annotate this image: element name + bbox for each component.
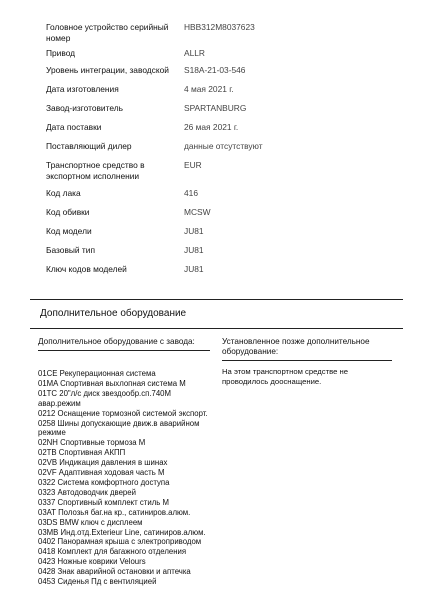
list-item: 02VB Индикация давления в шинах (38, 458, 168, 468)
spec-value: MCSW (184, 207, 211, 217)
list-item: 0453 Сиденья Пд с вентиляцией (38, 577, 157, 587)
spec-row-integration-level (46, 65, 406, 84)
spec-label: Привод (46, 48, 76, 58)
spec-row-export-version (46, 160, 406, 188)
list-item: 0402 Панорамная крыша с электроприводом (38, 537, 202, 547)
retrofit-equipment-heading: Установленное позже дополнительное оборудование: (222, 337, 392, 361)
list-item: 0258 Шины допускающие движ.в аварийном режиме (38, 418, 200, 438)
spec-label: Дата поставки (46, 122, 102, 132)
spec-row-plant (46, 103, 406, 122)
spec-row-dealer (46, 141, 406, 160)
section-divider (30, 299, 403, 300)
spec-row-drive (46, 48, 406, 65)
list-item: 0323 Автодоводчик дверей (38, 487, 136, 497)
list-item: 0322 Система комфортного доступа (38, 477, 170, 487)
spec-row-head-unit-serial (46, 22, 406, 48)
spec-value: JU81 (184, 226, 204, 236)
spec-value: EUR (184, 160, 202, 170)
list-item: 0423 Ножные коврики Velours (38, 557, 146, 567)
spec-label: Базовый тип (46, 245, 95, 255)
equipment-section-title: Дополнительное оборудование (40, 308, 187, 319)
spec-label: Поставляющий дилер (46, 141, 132, 151)
spec-value: JU81 (184, 245, 204, 255)
spec-label: Транспортное средство в экспортном исполнении (46, 160, 145, 181)
spec-value: SPARTANBURG (184, 103, 247, 113)
spec-value: ALLR (184, 48, 205, 58)
retrofit-equipment-column (222, 337, 392, 387)
spec-row-paint-code (46, 188, 406, 207)
factory-equipment-heading: Дополнительное оборудование с завода: (38, 337, 210, 351)
spec-label: Дата изготовления (46, 84, 119, 94)
list-item: 03MB Инд.отд.Exterieur Line, сатиниров.алюм. (38, 527, 206, 537)
spec-row-model-key (46, 264, 406, 283)
list-item: 02TB Спортивная АКПП (38, 448, 126, 458)
spec-row-base-type (46, 245, 406, 264)
spec-row-upholstery-code (46, 207, 406, 226)
list-item: 0418 Комплект для багажного отделения (38, 547, 187, 557)
list-item: 01CE Рекуперационная система (38, 369, 156, 378)
spec-value: 416 (184, 188, 198, 198)
list-item: 01TC 20"л/с диск звездообр.сп.740M авар.режим (38, 388, 172, 408)
spec-value: 26 мая 2021 г. (184, 122, 239, 132)
spec-value: HBB312M8037623 (184, 22, 255, 32)
spec-label: Ключ кодов моделей (46, 264, 127, 274)
spec-value: JU81 (184, 264, 204, 274)
spec-label: Головное устройство серийный номер (46, 22, 169, 43)
factory-equipment-list (38, 369, 210, 587)
list-item: 02NH Спортивные тормоза M (38, 438, 146, 448)
spec-label: Завод-изготовитель (46, 103, 123, 113)
spec-row-model-code (46, 226, 406, 245)
spec-row-delivery-date (46, 122, 406, 141)
retrofit-equipment-note: На этом транспортном средстве не проводилось дооснащение. (222, 367, 349, 386)
section-title-divider (30, 328, 403, 329)
spec-label: Код лака (46, 188, 81, 198)
spec-value: 4 мая 2021 г. (184, 84, 234, 94)
list-item: 03AT Полозья баг.на кр., сатиниров.алюм. (38, 507, 191, 517)
spec-label: Код обивки (46, 207, 90, 217)
factory-equipment-column (38, 337, 210, 587)
list-item: 0337 Спортивный комплект стиль M (38, 497, 170, 507)
list-item: 0428 Знак аварийной остановки и аптечка (38, 567, 191, 577)
vehicle-specs-table (46, 22, 406, 283)
spec-value: S18A-21-03-546 (184, 65, 246, 75)
spec-label: Код модели (46, 226, 92, 236)
list-item: 03DS BMW ключ с дисплеем (38, 517, 143, 527)
spec-value: данные отсутствуют (184, 141, 263, 151)
spec-row-production-date (46, 84, 406, 103)
list-item: 02VF Адаптивная ходовая часть M (38, 468, 165, 478)
spec-label: Уровень интеграции, заводской (46, 65, 169, 75)
list-item: 01MA Спортивная выхлопная система M (38, 378, 186, 388)
list-item: 0212 Оснащение тормозной системой экспорт. (38, 408, 208, 418)
